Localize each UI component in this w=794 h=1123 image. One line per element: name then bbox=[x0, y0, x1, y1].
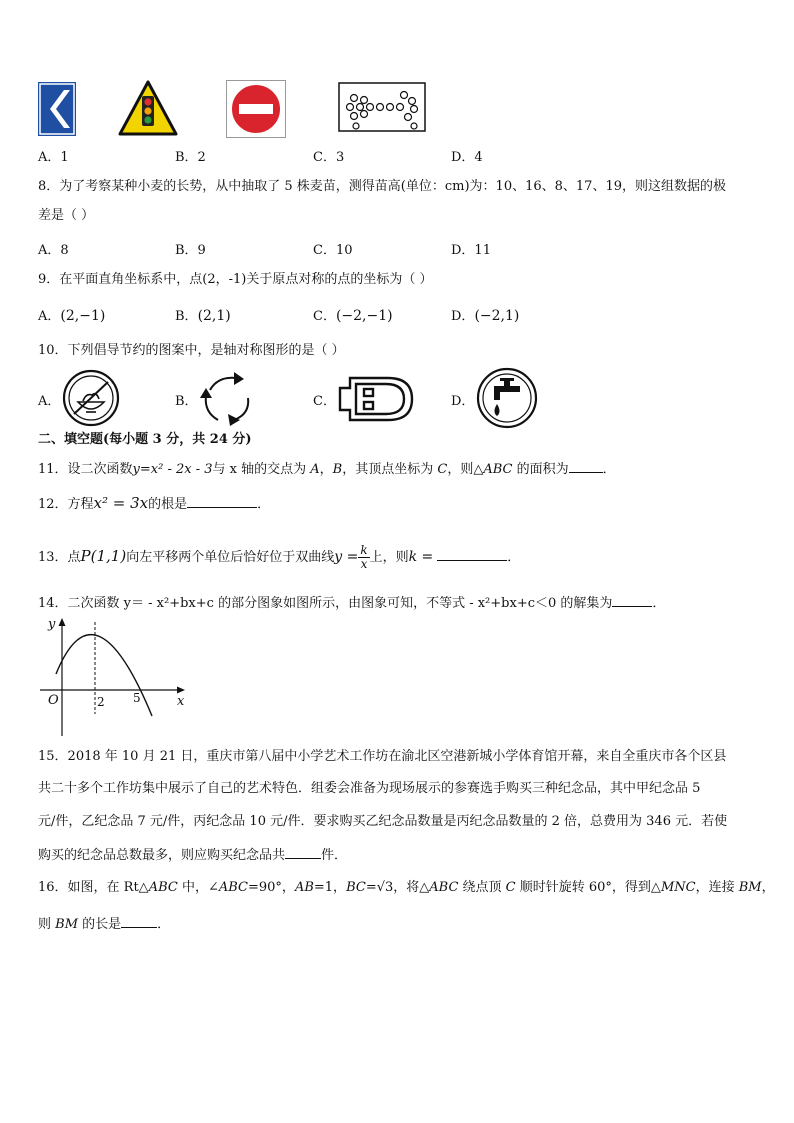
q9-option-c bbox=[313, 305, 393, 324]
q7-option-d: D．4 bbox=[451, 150, 483, 165]
q14-answer-blank[interactable] bbox=[612, 593, 652, 607]
q11-expression: y=x² - 2x - 3 bbox=[132, 462, 213, 477]
q11-prefix: 11．设二次函数 bbox=[38, 462, 133, 477]
q8-option-a: A．8 bbox=[38, 243, 69, 258]
sign-no-entry bbox=[226, 80, 286, 138]
q10-option-d-label: D． bbox=[451, 394, 475, 409]
q10-image-c bbox=[336, 372, 416, 430]
q14-y-label: y bbox=[48, 617, 56, 632]
q12-end: ． bbox=[257, 497, 271, 512]
q10-option-c-label: C． bbox=[313, 394, 336, 409]
q16-part-f: 绕点顶 bbox=[458, 880, 506, 895]
q13-fraction bbox=[358, 544, 369, 571]
q16-bc: BC bbox=[346, 880, 366, 895]
q8-option-b: B．9 bbox=[175, 243, 206, 258]
q11-comma: ， bbox=[319, 462, 333, 477]
q16-part-i: ， bbox=[761, 880, 775, 895]
q11-point-b: B bbox=[332, 462, 343, 477]
sign-dotted-arrow bbox=[338, 82, 426, 132]
q16-part-h: ，连接 bbox=[695, 880, 739, 895]
q9-option-c-value: (−2,−1) bbox=[335, 308, 393, 324]
q12-prefix: 12．方程 bbox=[38, 497, 94, 512]
q16-answer-blank[interactable] bbox=[121, 914, 157, 928]
q11-point-c: C bbox=[437, 462, 448, 477]
no-entry-bar-icon bbox=[239, 104, 273, 114]
q15-answer-blank[interactable] bbox=[285, 845, 321, 859]
q16-ab: AB bbox=[294, 880, 314, 895]
q11-part4: ，则△ bbox=[447, 462, 484, 477]
q9-option-b-value: (2,1) bbox=[197, 308, 231, 324]
q15-line3: 元/件，乙纪念品 7 元/件，丙纪念品 10 元/件．要求购买乙纪念品数量是丙纪念品数量的 2 倍，总费用为 346 元．若使 bbox=[38, 814, 728, 829]
q13-fraction-denominator: x bbox=[360, 557, 368, 571]
q16-end: ． bbox=[157, 917, 171, 932]
sign-traffic-light-warning bbox=[118, 80, 178, 136]
q13-part2: 向左平移两个单位后恰好位于双曲线 bbox=[126, 550, 335, 565]
q16-triangle-2: ABC bbox=[429, 880, 459, 895]
section-2-title: 二、填空题(每小题 3 分，共 24 分) bbox=[38, 432, 252, 447]
q9-option-a-value: (2,−1) bbox=[60, 308, 106, 324]
q16-part-e: =√3，将△ bbox=[365, 880, 430, 895]
q16-triangle: ABC bbox=[148, 880, 178, 895]
q8-option-d: D．11 bbox=[451, 243, 491, 258]
q15-line1: 15．2018 年 10 月 21 日，重庆市第八届中小学艺术工作坊在渝北区空港新城小学体育馆开幕，来自全重庆市各个区县 bbox=[38, 749, 727, 764]
q15-line4-text: 购买的纪念品总数最多，则应购买纪念品共 bbox=[38, 848, 286, 863]
q10-text: 10．下列倡导节约的图案中，是轴对称图形的是（ ） bbox=[38, 343, 345, 358]
q14-end: ． bbox=[652, 596, 666, 611]
q12-equation: x² = 3x bbox=[93, 494, 149, 512]
q13-point: P(1,1) bbox=[80, 547, 127, 565]
q16-part-b: 中，∠ bbox=[177, 880, 219, 895]
q10-option-a-label: A． bbox=[38, 394, 61, 409]
q13-prefix: 13．点 bbox=[38, 550, 81, 565]
q16-line2-text: 的长是 bbox=[78, 917, 122, 932]
q11-point-a: A bbox=[310, 462, 320, 477]
q14-question: 14．二次函数 y＝ - x²+bx+c 的部分图象如图所示，由图象可知，不等式 - x²+bx+c＜0 的解集为 bbox=[38, 596, 613, 611]
q16-line2-prefix: 则 bbox=[38, 917, 56, 932]
q15-line4-end: 件． bbox=[321, 848, 348, 863]
q9-option-d-label: D． bbox=[451, 309, 475, 324]
q9-option-c-label: C． bbox=[313, 309, 336, 324]
recycle-arrows-icon bbox=[196, 368, 262, 428]
q13-end: ． bbox=[507, 550, 521, 565]
q16-part-a: 16．如图，在 Rt△ bbox=[38, 880, 149, 895]
bowl-icon bbox=[78, 394, 104, 412]
q13-answer-blank[interactable] bbox=[437, 547, 507, 561]
q8-text-line2: 差是（ ） bbox=[38, 208, 95, 223]
q9-option-b bbox=[175, 305, 231, 324]
q14-tick-2: 2 bbox=[97, 695, 105, 709]
plug-icon bbox=[336, 372, 416, 426]
sign-left-chevron bbox=[38, 82, 76, 136]
q7-option-a: A．1 bbox=[38, 150, 69, 165]
q9-option-d bbox=[451, 305, 519, 324]
q13-part3: 上，则 bbox=[369, 550, 409, 565]
water-drop-icon bbox=[495, 404, 500, 416]
q14-parabola-graph bbox=[40, 614, 190, 740]
q13-text bbox=[38, 536, 520, 576]
q16-line1 bbox=[38, 879, 775, 897]
q14-tick-5: 5 bbox=[133, 691, 141, 705]
q11-part3: ，其顶点坐标为 bbox=[342, 462, 438, 477]
q14-x-label: x bbox=[177, 694, 185, 709]
q14-y-axis-arrow bbox=[59, 618, 66, 626]
q10-image-d bbox=[474, 366, 540, 434]
sign-blue-background bbox=[38, 82, 76, 136]
q13-y-equals: y = bbox=[334, 549, 359, 565]
q11-end: ． bbox=[602, 462, 616, 477]
q7-option-b: B．2 bbox=[175, 150, 206, 165]
q10-option-b-label: B． bbox=[175, 394, 198, 409]
q11-part5: 的面积为 bbox=[512, 462, 569, 477]
q9-option-a bbox=[38, 305, 105, 324]
q11-answer-blank[interactable] bbox=[569, 459, 603, 473]
q16-angle: ABC bbox=[218, 880, 248, 895]
q14-origin-label: O bbox=[48, 693, 59, 708]
q15-line2: 共二十多个工作坊集中展示了自己的艺术特色．组委会准备为现场展示的参赛选手购买三种纪念品，其中甲纪念品 5 bbox=[38, 781, 701, 796]
q16-part-d: =1， bbox=[313, 880, 347, 895]
q13-k-equals: k = bbox=[408, 549, 434, 565]
q11-text bbox=[38, 459, 616, 479]
q13-fraction-numerator: k bbox=[360, 543, 368, 557]
q11-triangle: ABC bbox=[483, 462, 513, 477]
q16-bm: BM bbox=[738, 880, 762, 895]
q9-option-b-label: B． bbox=[175, 309, 198, 324]
q14-text bbox=[38, 593, 665, 613]
q15-line4 bbox=[38, 845, 347, 865]
q16-part-g: 顺时针旋转 60°，得到△ bbox=[515, 880, 661, 895]
q16-line2 bbox=[38, 914, 170, 934]
q12-text bbox=[38, 494, 270, 514]
q14-x-axis-arrow bbox=[177, 687, 185, 694]
q10-image-b bbox=[196, 368, 262, 432]
q9-option-d-value: (−2,1) bbox=[474, 308, 520, 324]
q16-point-c: C bbox=[505, 880, 516, 895]
q12-part2: 的根是 bbox=[148, 497, 188, 512]
q8-option-c: C．10 bbox=[313, 243, 353, 258]
q7-option-c: C．3 bbox=[313, 150, 345, 165]
q9-text: 9．在平面直角坐标系中，点(2，-1)关于原点对称的点的坐标为（ ） bbox=[38, 272, 433, 287]
q9-option-a-label: A． bbox=[38, 309, 61, 324]
q16-triangle-mnc: MNC bbox=[660, 880, 696, 895]
q16-bm-2: BM bbox=[55, 917, 79, 932]
q11-part2: 与 x 轴的交点为 bbox=[212, 462, 311, 477]
faucet-icon bbox=[494, 378, 520, 400]
q16-part-c: =90°， bbox=[248, 880, 295, 895]
q8-text-line1: 8．为了考察某种小麦的长势，从中抽取了 5 株麦苗，测得苗高(单位：cm)为：10、16、8、17、19，则这组数据的极 bbox=[38, 179, 726, 194]
q12-answer-blank[interactable] bbox=[187, 494, 257, 508]
q10-image-a bbox=[60, 368, 122, 432]
